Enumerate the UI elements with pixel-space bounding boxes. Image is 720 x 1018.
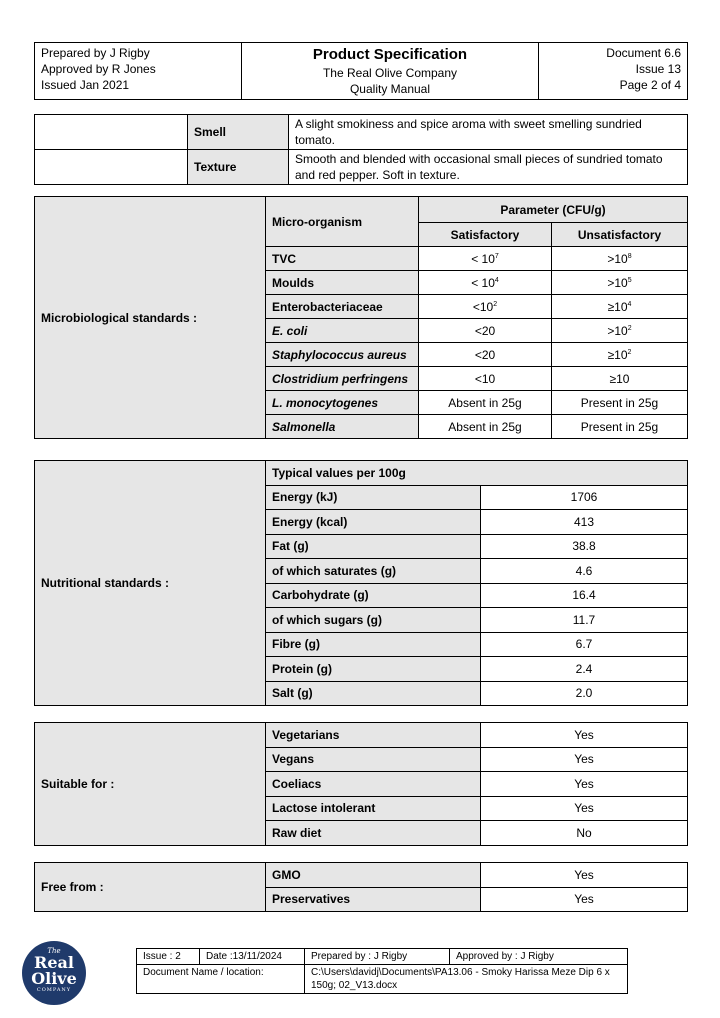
value-text: Absent in 25g: [448, 419, 522, 434]
item-value: Yes: [481, 796, 688, 821]
logo-text: Olive: [31, 969, 77, 988]
exponent: 8: [627, 252, 632, 260]
logo-text: COMPANY: [36, 987, 72, 993]
nutrient-name: of which sugars (g): [266, 608, 481, 633]
table-row: [35, 197, 688, 223]
value-text: Present in 25g: [580, 395, 659, 410]
item-name: Vegans: [266, 747, 481, 772]
value-text: <10: [472, 299, 494, 314]
value-text: >10: [607, 323, 628, 338]
document-number: Document 6.6: [606, 46, 681, 60]
footer-issue: Issue : 2: [137, 949, 200, 965]
exponent: 2: [493, 300, 498, 308]
column-header: Satisfactory: [419, 223, 552, 247]
footer-prepared: Prepared by : J Rigby: [305, 949, 450, 965]
organism-name: Clostridium perfringens: [266, 367, 419, 391]
sensory-label: Texture: [188, 150, 289, 185]
section-label: Nutritional standards :: [35, 461, 266, 706]
page-title: Product Specification: [312, 46, 468, 63]
approved-by: Approved by R Jones: [41, 62, 156, 76]
organism-name: Staphylococcus aureus: [266, 343, 419, 367]
footer-doc-path: C:\Users\davidj\Documents\PA13.06 - Smoky Harissa Meze Dip 6 x 150g; 02_V13.docx: [305, 965, 628, 994]
organism-name: TVC: [266, 247, 419, 271]
unsatisfactory-value: [552, 295, 688, 319]
value-text: Present in 25g: [580, 419, 659, 434]
nutrient-value: 413: [481, 510, 688, 535]
nutrient-name: Carbohydrate (g): [266, 583, 481, 608]
value-text: <10: [474, 371, 496, 386]
exponent: 4: [627, 300, 632, 308]
satisfactory-value: [419, 271, 552, 295]
value-text: >10: [607, 275, 628, 290]
nutrient-value: 2.0: [481, 681, 688, 706]
column-header: Unsatisfactory: [552, 223, 688, 247]
nutrient-value: 2.4: [481, 657, 688, 682]
exponent: 2: [627, 348, 632, 356]
footer-approved: Approved by : J Rigby: [450, 949, 628, 965]
micro-table: [34, 196, 688, 439]
satisfactory-value: [419, 319, 552, 343]
footer-doc-label: Document Name / location:: [137, 965, 305, 994]
value-text: Absent in 25g: [448, 395, 522, 410]
unsatisfactory-value: [552, 247, 688, 271]
nutrient-name: Energy (kcal): [266, 510, 481, 535]
unsatisfactory-value: [552, 367, 688, 391]
section-label: Free from :: [35, 863, 266, 912]
unsatisfactory-value: [552, 391, 688, 415]
nutrient-value: 6.7: [481, 632, 688, 657]
sensory-text: Smooth and blended with occasional small pieces of sundried tomato and red pepper. Soft in texture.: [289, 150, 688, 185]
table-row: [35, 723, 688, 748]
organism-name: Enterobacteriaceae: [266, 295, 419, 319]
table-row: [35, 863, 688, 888]
column-header: Parameter (CFU/g): [419, 197, 688, 223]
organism-name: E. coli: [266, 319, 419, 343]
nutrition-table: [34, 460, 688, 706]
value-text: >10: [607, 251, 628, 266]
unsatisfactory-value: [552, 271, 688, 295]
table-row: [35, 115, 688, 150]
value-text: <20: [474, 347, 496, 362]
unsatisfactory-value: [552, 319, 688, 343]
header-center: [242, 43, 539, 100]
value-text: <20: [474, 323, 496, 338]
page-number: Page 2 of 4: [619, 78, 681, 92]
value-text: ≥10: [607, 347, 628, 362]
unsatisfactory-value: [552, 343, 688, 367]
sensory-blank: [35, 150, 188, 185]
exponent: 5: [627, 276, 632, 284]
item-name: Raw diet: [266, 821, 481, 846]
exponent: 2: [627, 324, 632, 332]
logo-text: Real: [34, 953, 74, 972]
satisfactory-value: [419, 295, 552, 319]
unsatisfactory-value: [552, 415, 688, 439]
nutrient-value: 4.6: [481, 559, 688, 584]
free-from-table: [34, 862, 688, 912]
company-logo: [22, 941, 86, 1005]
exponent: 7: [494, 252, 499, 260]
manual-name: Quality Manual: [349, 82, 431, 96]
organism-name: Salmonella: [266, 415, 419, 439]
header-right: [539, 43, 688, 100]
header-left: [35, 43, 242, 100]
satisfactory-value: [419, 367, 552, 391]
company-name: The Real Olive Company: [322, 66, 458, 80]
value-text: < 10: [471, 275, 495, 290]
item-value: Yes: [481, 863, 688, 888]
issue-number: Issue 13: [635, 62, 681, 76]
sensory-label: Smell: [188, 115, 289, 150]
table-row: [35, 150, 688, 185]
satisfactory-value: [419, 247, 552, 271]
sensory-table: [34, 114, 688, 185]
item-value: Yes: [481, 723, 688, 748]
section-label: Suitable for :: [35, 723, 266, 846]
item-value: Yes: [481, 887, 688, 912]
nutrient-value: 11.7: [481, 608, 688, 633]
issued-date: Issued Jan 2021: [41, 78, 130, 92]
satisfactory-value: [419, 415, 552, 439]
value-text: < 10: [471, 251, 495, 266]
table-row: [35, 461, 688, 486]
document-footer: [136, 948, 628, 994]
sensory-blank: [35, 115, 188, 150]
prepared-by: Prepared by J Rigby: [41, 46, 150, 60]
item-name: Coeliacs: [266, 772, 481, 797]
sensory-text: A slight smokiness and spice aroma with sweet smelling sundried tomato.: [289, 115, 688, 150]
item-name: Lactose intolerant: [266, 796, 481, 821]
satisfactory-value: [419, 391, 552, 415]
item-value: No: [481, 821, 688, 846]
organism-name: Moulds: [266, 271, 419, 295]
nutrient-name: Salt (g): [266, 681, 481, 706]
nutrient-name: Protein (g): [266, 657, 481, 682]
item-value: Yes: [481, 772, 688, 797]
nutrient-name: Fat (g): [266, 534, 481, 559]
footer-date: Date :13/11/2024: [200, 949, 305, 965]
item-name: Preservatives: [266, 887, 481, 912]
nutrient-value: 38.8: [481, 534, 688, 559]
satisfactory-value: [419, 343, 552, 367]
nutrient-value: 1706: [481, 485, 688, 510]
suitable-table: [34, 722, 688, 846]
nutrient-name: Energy (kJ): [266, 485, 481, 510]
logo-text: The: [47, 947, 61, 955]
column-header: Typical values per 100g: [266, 461, 688, 486]
nutrient-name: of which saturates (g): [266, 559, 481, 584]
exponent: 4: [494, 276, 499, 284]
organism-name: L. monocytogenes: [266, 391, 419, 415]
nutrient-value: 16.4: [481, 583, 688, 608]
item-value: Yes: [481, 747, 688, 772]
value-text: ≥10: [609, 371, 630, 386]
column-header: Micro-organism: [266, 197, 419, 247]
item-name: Vegetarians: [266, 723, 481, 748]
item-name: GMO: [266, 863, 481, 888]
document-header: [34, 42, 688, 100]
section-label: Microbiological standards :: [35, 197, 266, 439]
nutrient-name: Fibre (g): [266, 632, 481, 657]
value-text: ≥10: [607, 299, 628, 314]
